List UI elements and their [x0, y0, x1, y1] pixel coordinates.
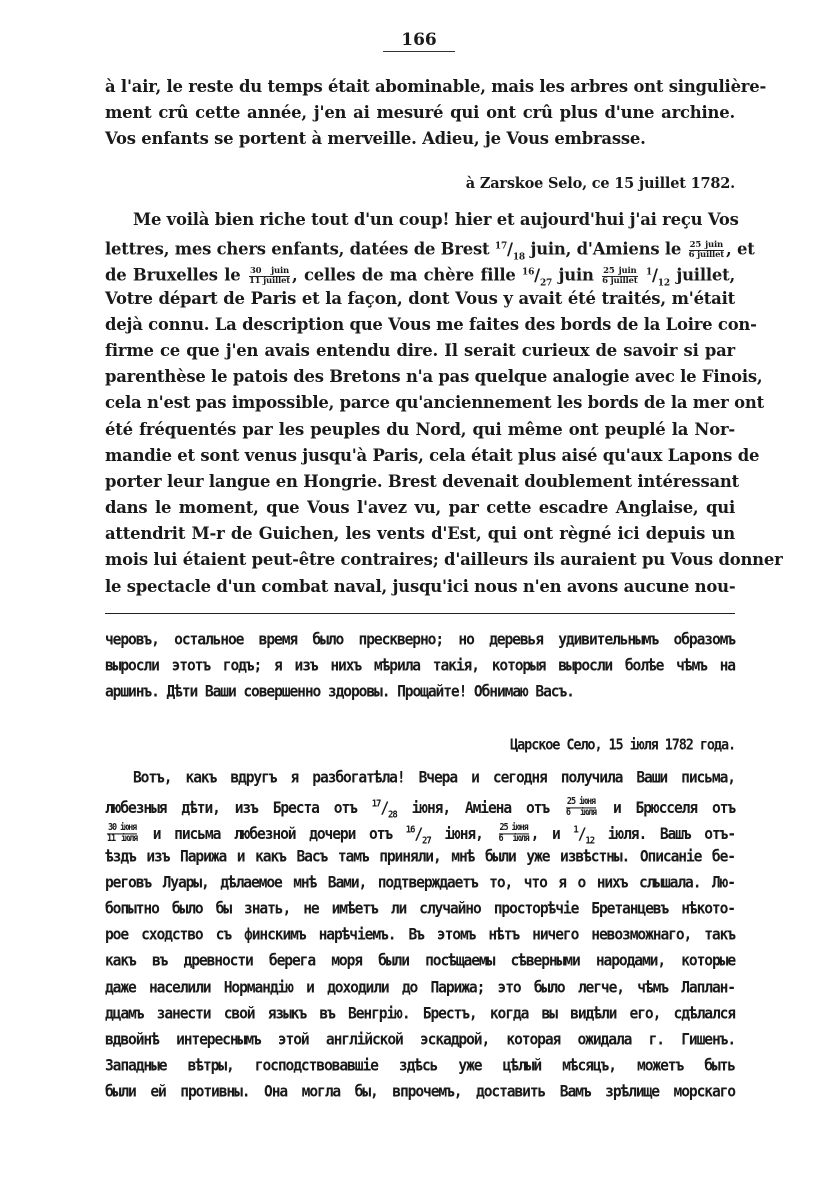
text-run: , et — [726, 239, 755, 259]
text-line — [105, 417, 735, 443]
text-run: рое сходство съ финскимъ нарѣчіемъ. Въ этомъ нѣтъ ничего невозможнаго, такъ — [105, 925, 735, 945]
text-line — [105, 495, 735, 521]
date-fraction-inline: $^{17}/_{28}$ — [371, 798, 397, 821]
text-run: lettres, mes chers enfants, datées de Brest — [105, 239, 495, 259]
text-line — [105, 625, 735, 654]
text-run: juin — [552, 265, 601, 285]
footnote-divider — [105, 613, 735, 614]
text-line — [105, 842, 735, 871]
text-line — [105, 547, 783, 573]
date-fraction-inline: $^1/_{12}$ — [645, 265, 670, 289]
text-line — [105, 443, 760, 469]
text-line — [105, 868, 735, 897]
text-line — [105, 1051, 735, 1080]
date-line: Царское Село, 15 іюля 1782 года. — [510, 736, 735, 754]
date-fraction: $\frac{\text{25 juin}}{\text{6 juillet}}$ — [602, 265, 638, 286]
date-fraction-inline: $^{16}/_{27}$ — [522, 265, 553, 289]
text-run: dejà connu. La description que Vous me faites des bords de la Loire con- — [105, 314, 757, 334]
french-paragraph-1 — [105, 74, 767, 153]
text-run: parenthèse le patois des Bretons n'a pas quelque analogie avec le Finois, — [105, 367, 763, 387]
text-run: de Bruxelles le — [105, 265, 247, 285]
russian-paragraph-1 — [105, 627, 735, 706]
text-line — [105, 894, 735, 923]
text-run: Vos enfants se portent à merveille. Adieu, je Vous embrasse. — [105, 129, 646, 149]
text-run: cela n'est pas impossible, parce qu'anciennement les bords de la mer ont — [105, 393, 764, 413]
text-run: были ей противны. Она могла бы, впрочемъ, доставить Вамъ зрѣлище морскаго — [105, 1082, 735, 1102]
text-line — [105, 338, 735, 364]
text-line — [105, 947, 735, 976]
text-run: mois lui étaient peut-être contraires; d'ailleurs ils auraient pu Vous donner — [105, 550, 783, 570]
text-run: Me voilà bien riche tout d'un coup! hier et aujourd'hui j'ai reçu Vos — [133, 210, 739, 229]
text-line — [105, 259, 735, 289]
text-run: ѣздъ изъ Парижа и какъ Васъ тамъ приняли, мнѣ были уже извѣстны. Описаніе бе- — [105, 846, 735, 866]
text-run: Вотъ, какъ вдругъ я разбогатѣла! Вчера и сегодня получила Ваши письма, — [133, 767, 735, 787]
date-fraction-inline: $^{16}/_{27}$ — [405, 824, 431, 847]
text-run: реговъ Луары, дѣлаемое мнѣ Вами, подтверждаетъ то, что я о нихъ слышала. Лю- — [105, 872, 735, 892]
text-run: выросли этотъ годъ; я изъ нихъ мѣрила такія, которыя выросли болѣе чѣмъ на — [105, 656, 735, 676]
date-fraction-inline: $^{17}/_{18}$ — [494, 239, 525, 262]
text-line — [105, 469, 739, 495]
text-run: іюня, Аміена отъ — [396, 798, 564, 818]
russian-paragraph-2 — [105, 765, 735, 1105]
text-line — [105, 364, 763, 390]
text-line — [105, 973, 735, 1002]
text-run: и письма любезной дочери отъ — [139, 824, 406, 844]
text-run: какъ въ древности берега моря были посѣщаемы сѣверными народами, которые — [105, 951, 735, 971]
text-run: été fréquentés par les peuples du Nord, qui même ont peuplé la Nor- — [105, 419, 735, 439]
text-run: , celles de ma chère fille — [292, 265, 523, 285]
text-run: и Брюсселя отъ — [598, 798, 736, 818]
date-fraction: $\frac{\text{25 іюня}}{\text{6 іюля}}$ — [565, 796, 597, 820]
text-line — [105, 233, 755, 262]
text-run: juillet, — [669, 265, 735, 285]
date-fraction: $\frac{\text{30 іюня}}{\text{11 іюля}}$ — [107, 822, 138, 846]
text-run: Votre départ de Paris et la façon, dont Vous y avait été traités, m'était — [105, 288, 735, 308]
text-line — [105, 126, 735, 152]
text-line — [105, 1025, 735, 1054]
text-line — [105, 390, 764, 416]
text-line — [105, 678, 735, 707]
text-line — [105, 521, 735, 547]
text-run: juin, d'Amiens le — [524, 239, 687, 259]
text-run: бопытно было бы знать, не имѣетъ ли случайно просторѣчіе Бретанцевъ нѣкото- — [105, 898, 735, 918]
text-run: le spectacle d'un combat naval, jusqu'ici nous n'en avons aucune nou- — [105, 576, 736, 596]
french-paragraph-2 — [105, 207, 783, 600]
page-number: 166 — [0, 30, 838, 52]
text-line — [105, 74, 767, 100]
text-run: , и — [530, 824, 574, 844]
text-run: вдвойнѣ интереснымъ этой англійской эскадрой, которая ожидала г. Гишенъ. — [105, 1029, 735, 1049]
russian-date-line — [105, 732, 735, 758]
text-run: à l'air, le reste du temps était abominable, mais les arbres ont singulière- — [105, 77, 767, 96]
text-line — [105, 1078, 735, 1107]
text-line — [105, 999, 735, 1028]
date-fraction: $\frac{\text{25 іюня}}{\text{6 іюля}}$ — [498, 822, 529, 846]
text-run: firme ce que j'en avais entendu dire. Il serait curieux de savoir si par — [105, 340, 735, 360]
french-date-line — [105, 171, 735, 197]
text-line — [105, 312, 757, 338]
text-run: іюня, — [430, 824, 497, 844]
text-run: черовъ, остальное время было прескверно; но деревья удивительнымъ образомъ — [105, 629, 735, 649]
text-run: ment crû cette année, j'en ai mesuré qui ont crû plus d'une archine. — [105, 103, 735, 123]
date-line: à Zarskoe Selo, ce 15 juillet 1782. — [465, 175, 735, 192]
text-line — [105, 100, 735, 126]
date-fraction: $\frac{\text{25 juin}}{\text{6 juillet}}$ — [688, 239, 725, 260]
text-run: attendrit M-r de Guichen, les vents d'Est, qui ont règné ici depuis un — [105, 524, 735, 544]
text-run: дцамъ занести свой языкъ въ Венгрію. Брестъ, когда вы видѣли его, сдѣлался — [105, 1003, 735, 1023]
text-run: любезныя дѣти, изъ Бреста отъ — [105, 798, 372, 818]
date-fraction: $\frac{\text{30 juin}}{\text{11 juillet}}$ — [248, 265, 291, 286]
text-line — [105, 286, 735, 312]
text-run: dans le moment, que Vous l'avez vu, par cette escadre Anglaise, qui — [105, 498, 735, 518]
text-line — [105, 574, 735, 600]
text-run: аршинъ. Дѣти Ваши совершенно здоровы. Прощайте! Обнимаю Васъ. — [105, 682, 574, 702]
text-line — [105, 763, 735, 792]
text-run: mandie et sont venus jusqu'à Paris, cela était plus aisé qu'aux Lapons de — [105, 445, 760, 465]
text-run: даже населили Нормандію и доходили до Парижа; это было легче, чѣмъ Лаплан- — [105, 977, 735, 997]
text-run: Западные вѣтры, господствовавшіе здѣсь уже цѣлый мѣсяцъ, можетъ быть — [105, 1055, 735, 1076]
date-fraction-inline: $^1/_{12}$ — [573, 824, 595, 847]
text-line — [105, 207, 739, 233]
text-line — [105, 816, 735, 845]
text-run: іюля. Вашъ отъ- — [594, 824, 736, 844]
text-run: porter leur langue en Hongrie. Brest devenait doublement intéressant — [105, 471, 739, 491]
